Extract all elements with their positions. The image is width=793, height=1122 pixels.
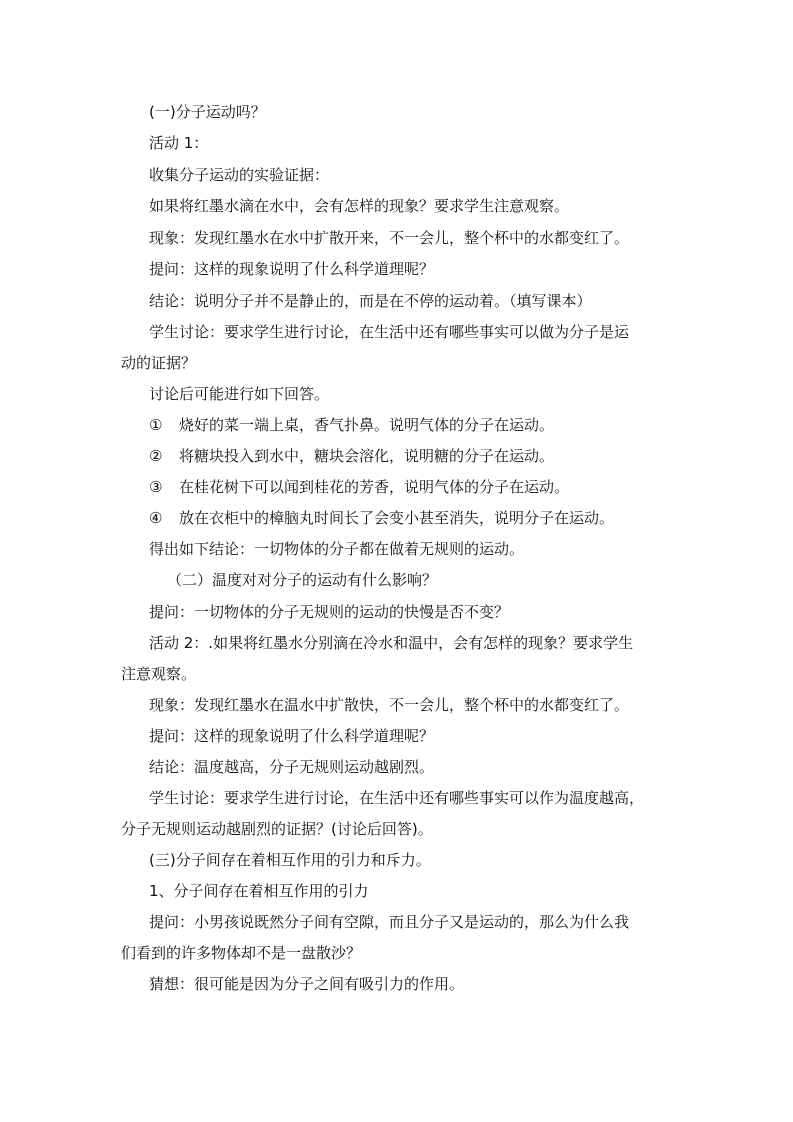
section-heading-2: （二）温度对对分子的运动有什么影响？ — [167, 571, 438, 589]
paragraph: 得出如下结论：一切物体的分子都在做着无规则的运动。 — [149, 540, 525, 558]
paragraph: 提问：一切物体的分子无规则的运动的快慢是否不变？ — [149, 603, 510, 621]
paragraph: 学生讨论：要求学生进行讨论，在生活中还有哪些事实可以做为分子是运 — [149, 323, 630, 341]
paragraph: 提问：小男孩说既然分子间有空隙，而且分子又是运动的，那么为什么我 — [149, 913, 630, 931]
list-marker: ② — [149, 447, 163, 465]
paragraph: 提问：这样的现象说明了什么科学道理呢？ — [149, 260, 435, 278]
paragraph-continuation: 注意观察。 — [121, 665, 197, 683]
list-marker: ① — [149, 416, 163, 434]
list-item — [149, 508, 614, 528]
paragraph: 活动 2：.如果将红墨水分别滴在冷水和温中，会有怎样的现象？要求学生 — [149, 634, 634, 652]
list-marker: ③ — [149, 478, 163, 496]
paragraph: 学生讨论：要求学生进行讨论，在生活中还有哪些事实可以作为温度越高， — [149, 789, 645, 807]
list-item-text: 烧好的菜一端上桌，香气扑鼻。说明气体的分子在运动。 — [179, 416, 555, 434]
section-heading-1: (一)分子运动吗？ — [149, 103, 266, 121]
list-item — [149, 446, 554, 466]
paragraph: 现象：发现红墨水在水中扩散开来，不一会儿，整个杯中的水都变红了。 — [149, 229, 630, 247]
paragraph: 如果将红墨水滴在水中，会有怎样的现象？要求学生注意观察。 — [149, 197, 570, 215]
paragraph: 提问：这样的现象说明了什么科学道理呢？ — [149, 727, 435, 745]
list-item-text: 将糖块投入到水中，糖块会溶化，说明糖的分子在运动。 — [179, 447, 555, 465]
list-item-text: 放在衣柜中的樟脑丸时间长了会变小甚至消失，说明分子在运动。 — [179, 509, 615, 527]
section-heading-3: (三)分子间存在着相互作用的引力和斥力。 — [149, 851, 431, 869]
list-item — [149, 477, 569, 497]
paragraph-continuation: 动的证据？ — [121, 354, 197, 372]
list-marker: ④ — [149, 509, 163, 527]
paragraph: 现象：发现红墨水在温水中扩散快，不一会儿，整个杯中的水都变红了。 — [149, 696, 630, 714]
paragraph: 收集分子运动的实验证据： — [149, 166, 330, 184]
paragraph: 猜想：很可能是因为分子之间有吸引力的作用。 — [149, 975, 465, 993]
subsection-heading: 1、分子间存在着相互作用的引力 — [149, 882, 369, 900]
list-item — [149, 415, 554, 435]
paragraph: 结论：说明分子并不是静止的，而是在不停的运动着。（填写课本） — [149, 292, 592, 310]
activity-1-label: 活动 1： — [149, 134, 209, 152]
paragraph-continuation: 们看到的许多物体却不是一盘散沙？ — [121, 944, 362, 962]
paragraph: 结论：温度越高，分子无规则运动越剧烈。 — [149, 758, 435, 776]
list-item-text: 在桂花树下可以闻到桂花的芳香，说明气体的分子在运动。 — [179, 478, 570, 496]
paragraph-continuation: 分子无规则运动越剧烈的证据？(讨论后回答)。 — [121, 820, 433, 838]
paragraph: 讨论后可能进行如下回答。 — [149, 385, 330, 403]
